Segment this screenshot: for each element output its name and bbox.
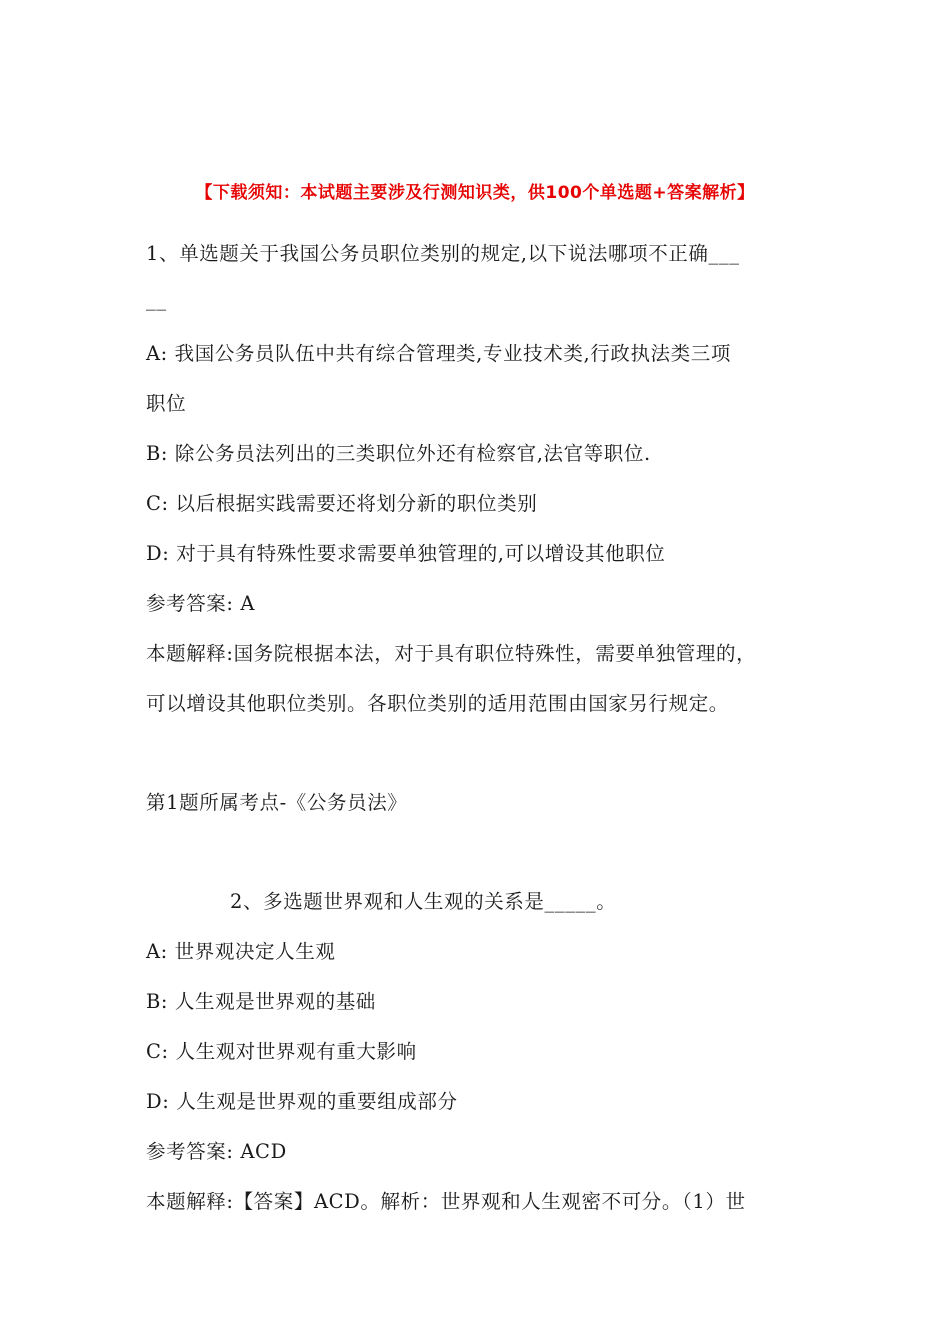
q2-option-d: D: 人生观是世界观的重要组成部分 bbox=[146, 1090, 458, 1113]
q2-option-a: A: 世界观决定人生观 bbox=[146, 940, 336, 963]
q2-stem: 2、多选题世界观和人生观的关系是_____。 bbox=[230, 890, 617, 913]
q1-option-c: C: 以后根据实践需要还将划分新的职位类别 bbox=[146, 492, 538, 515]
q2-option-b: B: 人生观是世界观的基础 bbox=[146, 990, 376, 1013]
q1-option-d: D: 对于具有特殊性要求需要单独管理的,可以增设其他职位 bbox=[146, 542, 666, 565]
q2-explanation-line1: 本题解释:【答案】ACD。解析：世界观和人生观密不可分。（1）世 bbox=[146, 1190, 746, 1213]
q1-explanation-line2: 可以增设其他职位类别。各职位类别的适用范围由国家另行规定。 bbox=[146, 692, 729, 715]
q2-answer: 参考答案: ACD bbox=[146, 1140, 287, 1163]
q1-answer: 参考答案: A bbox=[146, 592, 256, 615]
q1-explanation-line1: 本题解释:国务院根据本法，对于具有职位特殊性，需要单独管理的， bbox=[146, 642, 757, 665]
q1-topic: 第1题所属考点-《公务员法》 bbox=[146, 791, 408, 814]
q2-option-c: C: 人生观对世界观有重大影响 bbox=[146, 1040, 417, 1063]
q1-stem-line1: 1、单选题关于我国公务员职位类别的规定,以下说法哪项不正确___ bbox=[146, 242, 740, 265]
q1-stem-line2: __ bbox=[146, 288, 167, 311]
q1-option-b: B: 除公务员法列出的三类职位外还有检察官,法官等职位. bbox=[146, 442, 651, 465]
q1-option-a-line2: 职位 bbox=[146, 392, 187, 415]
download-notice: 【下载须知：本试题主要涉及行测知识类，供100个单选题+答案解析】 bbox=[195, 183, 755, 203]
q1-option-a-line1: A: 我国公务员队伍中共有综合管理类,专业技术类,行政执法类三项 bbox=[146, 342, 731, 365]
